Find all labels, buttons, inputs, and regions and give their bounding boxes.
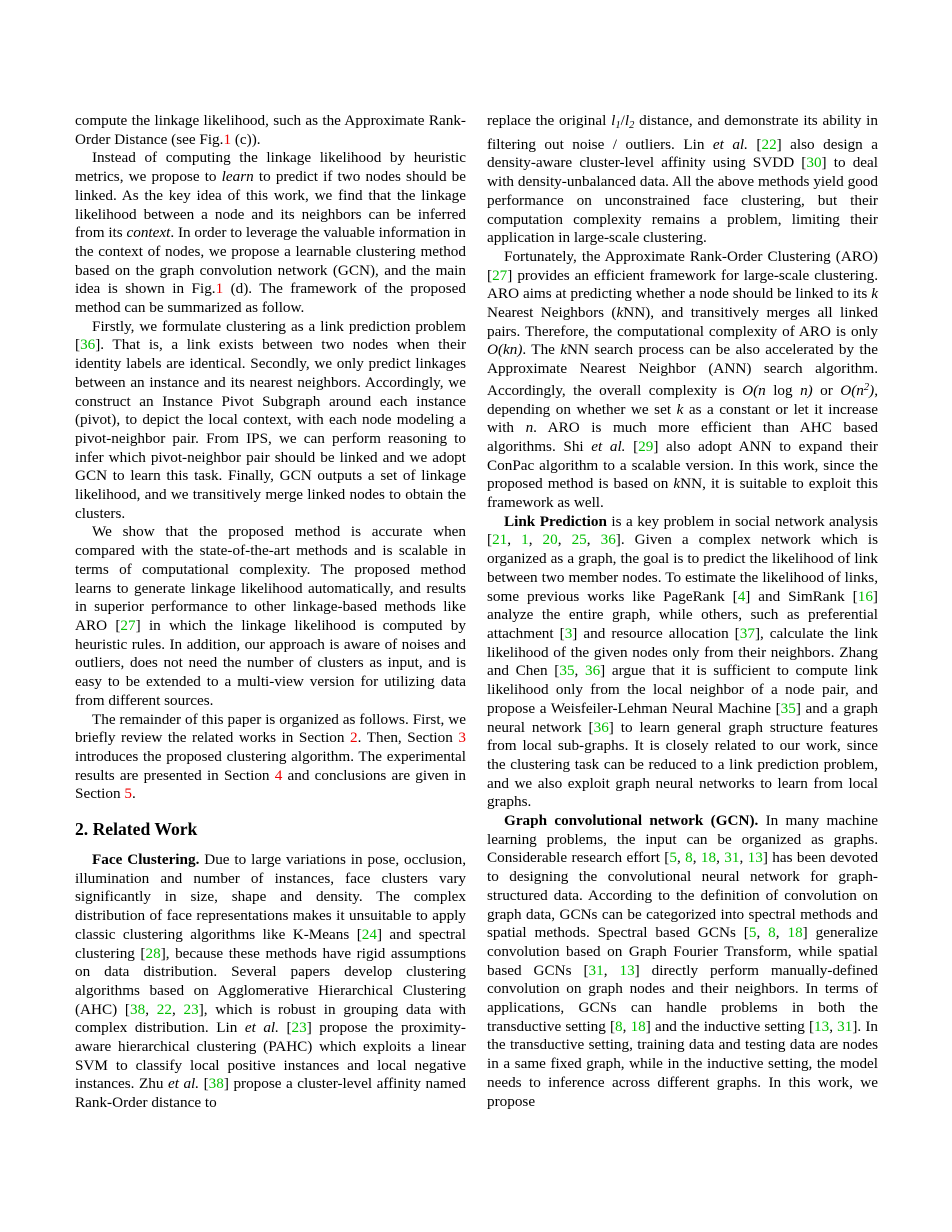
text-run: . (131, 785, 136, 803)
text-run: . Then, Section (357, 729, 459, 747)
citation-link[interactable]: 31 (724, 849, 740, 867)
citation-link[interactable]: 23 (183, 1000, 199, 1018)
text-run: ] in which the linkage likelihood is computed by heuristic rules. In addition, our approach is aware of noises and outliers, does not need the number of clusters as input, and is easy to be extended to a multi-view version for utilizing data from different sources. (75, 616, 466, 709)
citation-link[interactable]: 8 (615, 1017, 623, 1035)
citation-link[interactable]: 16 (857, 587, 873, 605)
text-run: ]. That is, a link exists between two nodes when their identity labels are identical. Secondly, we only predict linkages between an instance and its nearest neighbors. Accordingly, we construct an Instance Pivot Subgraph around each instance (pivot), to depict the local context, with each node modeling a pivot-neighbor pair. From IPS, we can perform reasoning to infer which pivot-neighbor pair should be linked and we adopt GCN to learn this task. Finally, GCN outputs a set of linkage likelihood, and we transitively merge linked nodes to obtain the clusters. (75, 336, 466, 522)
text-run: . In order to leverage the valuable information in the context of nodes, we propose a learnable clustering method based on the graph convolution network (GCN), and the main idea is shown in Fig. (75, 224, 467, 298)
citation-link[interactable]: 24 (361, 925, 377, 943)
internal-ref-link[interactable]: 2 (350, 729, 358, 747)
text-run: Graph convolutional network (GCN). (504, 812, 759, 830)
text-run: Fortunately, the Approximate Rank-Order Clustering (ARO) [ (487, 247, 878, 284)
citation-link[interactable]: 8 (685, 849, 693, 867)
text-run: Firstly, we formulate clustering as a link prediction problem [ (75, 317, 466, 354)
text-run: ]. In the transductive setting, training data and testing data are nodes in a same fixed graph, while in the inductive setting, the model needs to inference across different graphs. In this work, we propose (487, 1017, 878, 1110)
text-run: [ (199, 1075, 209, 1093)
column-right (487, 112, 878, 1111)
text-run: / (620, 112, 625, 129)
text-run: Nearest Neighbors ( (487, 304, 617, 322)
text-run: compute the linkage likelihood, such as the Approximate Rank-Order Distance (see Fig. (75, 112, 466, 148)
text-run: O(kn) (487, 341, 523, 359)
text-run: Face Clustering. (92, 851, 200, 869)
citation-link[interactable]: 36 (593, 718, 609, 736)
citation-link[interactable]: 27 (120, 616, 136, 634)
citation-link[interactable]: 18 (700, 849, 717, 867)
citation-link[interactable]: 13 (747, 849, 763, 867)
citation-link[interactable]: 22 (761, 135, 777, 153)
text-run: ] also adopt ANN to expand their ConPac algorithm to a scalable version. In this work, since the proposed method is based on (487, 437, 878, 493)
text-run: , (574, 662, 585, 680)
text-run: , (692, 849, 701, 867)
citation-link[interactable]: 31 (588, 961, 604, 979)
citation-link[interactable]: 25 (571, 531, 587, 549)
paragraph (75, 523, 466, 710)
text-run: . The (522, 341, 561, 359)
text-run: , (622, 1017, 631, 1035)
citation-link[interactable]: 35 (559, 662, 575, 680)
text-run: NN), and transitively merges all linked pairs. Therefore, the computational complexity of ARO is only (487, 304, 878, 340)
text-run: Instead of computing the linkage likelihood by heuristic metrics, we propose to (75, 149, 466, 186)
text-run: l (611, 112, 616, 129)
text-run: or (812, 381, 841, 399)
text-run: ] and resource allocation [ (572, 624, 740, 642)
text-run: ] and SimRank [ (745, 587, 858, 605)
text-run: et al. (591, 437, 626, 455)
text-run: , (716, 849, 725, 867)
text-run: ) (869, 381, 875, 399)
text-run: ] to deal with density-unbalanced data. All the above methods yield good performance on unconstrained face clustering, but their computation complexity remains a problem, limiting their application in large-scale clustering. (487, 154, 878, 247)
text-run: ], calculate the link likelihood of the given nodes only from their neighbors. Zhang and Chen [ (487, 624, 878, 680)
text-run: Link Prediction (504, 512, 607, 530)
text-run: ], because these methods have rigid assumptions on data distribution. Several papers develop clustering algorithms based on Agglomerative Hierarchical Clustering (AHC) [ (75, 944, 466, 1018)
text-run: , (739, 849, 748, 867)
citation-link[interactable]: 5 (669, 849, 677, 867)
text-run: , (775, 924, 788, 942)
text-run: ] to learn general graph structure features from local sub-graphs. It is closely related to our work, since the clustering task can be reduced to a link prediction problem, and we also exploit graph neural networks to learn from local graphs. (487, 718, 878, 811)
text-run: NN search process can be also accelerated by the Approximate Nearest Neighbor (ANN) search algorithm. Accordingly, the overall complexity is (487, 341, 878, 399)
text-run: , (676, 849, 686, 867)
citation-link[interactable]: 36 (584, 662, 601, 680)
citation-link[interactable]: 31 (837, 1017, 853, 1035)
citation-link[interactable]: 3 (564, 624, 573, 642)
citation-link[interactable]: 13 (814, 1017, 830, 1035)
text-run: , (528, 531, 543, 549)
internal-ref-link[interactable]: 4 (274, 766, 283, 784)
text-run: k (560, 341, 568, 359)
text-run: Due to large variations in pose, occlusion, illumination and number of instances, face clusters vary significantly in size, shape and density. The complex distribution of face representations makes it unsuitable to apply classic clustering algorithms like K-Means [ (75, 851, 466, 943)
text-run: n) (800, 381, 813, 399)
paragraph (75, 318, 466, 524)
text-run: . ARO is much more efficient than AHC based algorithms. Shi (487, 419, 878, 455)
citation-link[interactable]: 13 (619, 961, 635, 979)
citation-link[interactable]: 5 (748, 924, 757, 942)
text-run: et al. (167, 1075, 200, 1093)
internal-ref-link[interactable]: 3 (458, 729, 466, 747)
text-run: [ (747, 135, 762, 153)
text-run: , (586, 531, 601, 549)
internal-ref-link[interactable]: 1 (223, 130, 232, 148)
internal-ref-link[interactable]: 1 (215, 280, 224, 298)
text-run: ] analyze the entire graph, while others, such as preferential attachment [ (487, 587, 878, 642)
paragraph (75, 149, 466, 317)
citation-link[interactable]: 38 (130, 1000, 146, 1018)
text-run: ] and spectral clustering [ (75, 925, 466, 962)
text-run: ] directly perform manually-defined convolution on graph nodes and their neighbors. In terms of applications, GCNs can handle problems in both the transductive setting [ (487, 961, 878, 1035)
text-run: , (171, 1000, 184, 1018)
citation-link[interactable]: 8 (768, 924, 776, 942)
text-run: ] has been devoted to designing the convolutional neural network for graph-structured data. According to the definition of convolution on graph data, GCNs can be categorized into spectral methods and spatial methods. Spectral based GCNs [ (487, 849, 879, 942)
citation-link[interactable]: 21 (492, 531, 508, 549)
text-run: , (557, 531, 572, 549)
text-run: , depending on whether we set (487, 381, 878, 418)
text-run: , (507, 531, 522, 549)
text-run: et al. (244, 1019, 279, 1037)
text-run: is a key problem in social network analysis [ (487, 512, 878, 549)
text-run: 1 (615, 120, 621, 131)
text-run: [ (625, 437, 639, 455)
citation-link[interactable]: 28 (145, 944, 161, 962)
paragraph (75, 851, 466, 1113)
text-run: log (765, 381, 801, 399)
citation-link[interactable]: 37 (739, 624, 755, 642)
citation-link[interactable]: 1 (521, 531, 529, 549)
citation-link[interactable]: 18 (630, 1017, 646, 1035)
citation-link[interactable]: 27 (492, 266, 508, 284)
citation-link[interactable]: 35 (780, 699, 796, 717)
paragraph (487, 513, 878, 812)
text-run: 2 (863, 381, 870, 393)
text-run: k (871, 285, 878, 303)
text-run: context (126, 224, 171, 242)
text-run: [ (278, 1019, 292, 1037)
text-run: , (829, 1017, 838, 1035)
text-run: l (624, 112, 630, 129)
text-run: ] also design a density-aware cluster-level affinity using SVDD [ (487, 135, 878, 172)
citation-link[interactable]: 23 (291, 1019, 307, 1037)
text-run: n (525, 419, 534, 437)
text-run: (d). The framework of the proposed method can be summarized as follow. (75, 280, 466, 317)
text-run: In many machine learning problems, the input can be organized as graphs. Considerable research effort [ (487, 812, 878, 867)
internal-ref-link[interactable]: 5 (124, 785, 132, 803)
paragraph (75, 112, 466, 149)
text-run: ] argue that it is sufficient to compute link likelihood only from the local neighbor of a node pair, and propose a Weisfeiler-Lehman Neural Machine [ (487, 662, 879, 717)
text-run: ], which is robust in grouping data with complex distribution. Lin (75, 1000, 466, 1037)
paragraph (487, 112, 878, 248)
paragraph (75, 711, 466, 805)
text-run: distance, and demonstrate its ability in filtering out noise / outliers. Lin (487, 112, 878, 153)
text-run: replace the original (487, 112, 612, 129)
text-run: k (616, 304, 624, 322)
citation-link[interactable]: 30 (806, 154, 822, 172)
citation-link[interactable]: 38 (208, 1075, 224, 1093)
text-run: as a constant or let it increase with (487, 400, 878, 437)
text-run: ] and the inductive setting [ (645, 1017, 815, 1035)
paragraph (487, 812, 878, 1111)
text-run: introduces the proposed clustering algorithm. The experimental results are presented in Section (75, 747, 466, 784)
paragraph (487, 248, 878, 513)
citation-link[interactable]: 20 (542, 531, 558, 549)
text-run: O(n (840, 381, 864, 399)
text-run: The remainder of this paper is organized as follows. First, we briefly review the related works in Section (75, 710, 466, 747)
text-run: , (756, 924, 769, 942)
citation-link[interactable]: 22 (156, 1000, 172, 1018)
text-run: NN, it is suitable to exploit this framework as well. (487, 475, 878, 512)
text-run: , (145, 1000, 157, 1018)
text-run: learn (221, 168, 254, 186)
text-run: ] provides an efficient framework for large-scale clustering. ARO aims at predicting whether a node should be linked to its (487, 266, 878, 303)
section-heading: 2. Related Work (75, 819, 198, 840)
citation-link[interactable]: 36 (600, 531, 616, 549)
text-run: ]. Given a complex network which is organized as a graph, the goal is to predict the likelihood of link between two member nodes. To estimate the likelihood of links, some previous works like PageRank [ (487, 531, 879, 605)
text-run: (c)). (231, 130, 261, 148)
column-left (75, 112, 466, 1113)
text-run: ] and a graph neural network [ (487, 699, 879, 736)
text-run: k (676, 400, 684, 418)
text-run: , (603, 961, 620, 979)
text-run: 2 (629, 120, 635, 131)
text-run: ] propose a cluster-level affinity named Rank-Order distance to (75, 1075, 467, 1112)
citation-link[interactable]: 29 (638, 437, 654, 455)
citation-link[interactable]: 4 (737, 587, 746, 605)
text-run: O(n (742, 381, 766, 399)
citation-link[interactable]: 36 (80, 336, 96, 354)
text-run: We show that the proposed method is accurate when compared with the state-of-the-art methods and is scalable in terms of computational complexity. The proposed method learns to generate linkage likelihood automatically, and results in superior performance to other linkage-based methods like ARO [ (75, 523, 466, 634)
text-run: to predict if two nodes should be linked. As the key idea of this work, we find that the linkage likelihood between a node and its neighbors can be inferred from its (75, 168, 467, 242)
text-run: ] propose the proximity-aware hierarchical clustering (PAHC) which exploits a linear SVM to classify local positive instances and local negative instances. Zhu (75, 1019, 466, 1093)
citation-link[interactable]: 18 (787, 924, 803, 942)
text-run: and conclusions are given in Section (75, 766, 466, 803)
text-run: ] generalize convolution based on Graph Fourier Transform, while spatial based GCNs [ (487, 924, 879, 979)
text-run: k (673, 475, 681, 493)
text-run: et al. (712, 135, 748, 153)
